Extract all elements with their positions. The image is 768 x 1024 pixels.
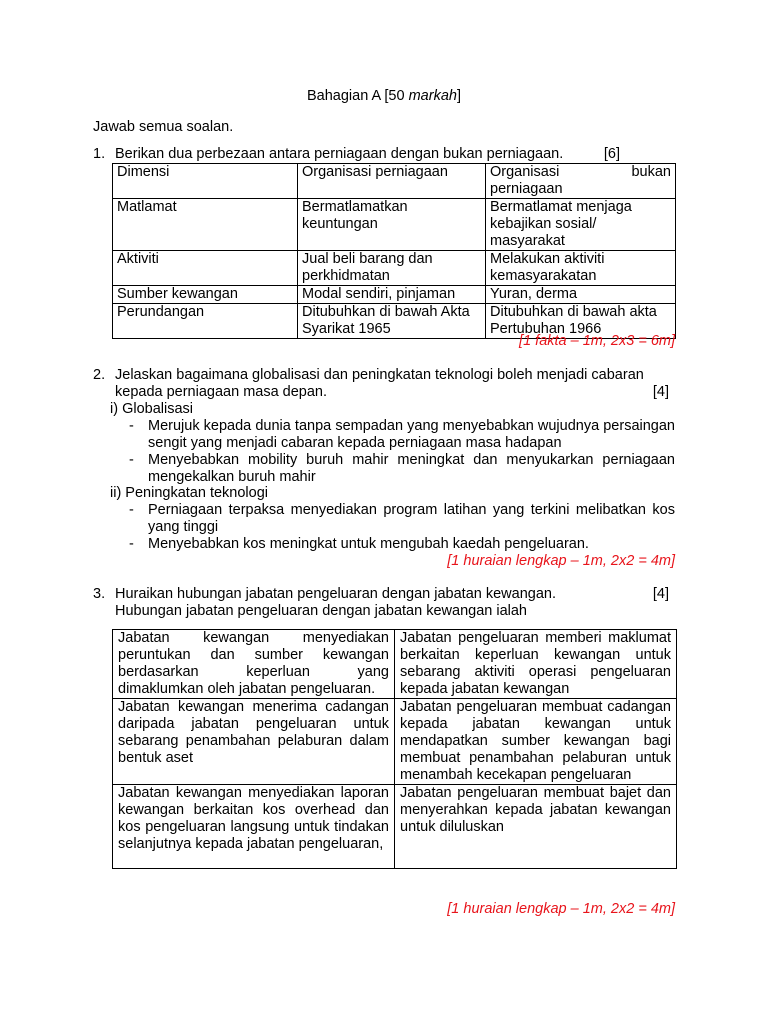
question-text: Jelaskan bagaimana globalisasi dan peningkatan teknologi boleh menjadi cabaran — [115, 367, 644, 383]
table-cell: Jual beli barang dan perkhidmatan — [298, 251, 486, 286]
question-text: Huraikan hubungan jabatan pengeluaran dengan jabatan kewangan. — [115, 586, 557, 602]
table-row — [113, 199, 676, 251]
title-italic: markah — [408, 88, 457, 104]
question-number: 1. — [93, 146, 106, 162]
table-header: Organisasi bukan perniagaan — [486, 164, 676, 199]
mark-scheme: [1 fakta – 1m, 2x3 = 6m] — [519, 333, 675, 349]
table-header-row — [113, 164, 676, 199]
list-item-text: Perniagaan terpaksa menyediakan program latihan yang terkini melibatkan kos yang tinggi — [148, 502, 675, 535]
table-cell: Jabatan pengeluaran membuat bajet dan menyerahkan kepada jabatan kewangan untuk diluluskan — [395, 785, 677, 869]
intro-text: Hubungan jabatan pengeluaran dengan jabatan kewangan ialah — [115, 603, 527, 619]
dash: - — [129, 536, 134, 552]
table-cell: Perundangan — [113, 304, 298, 339]
title-text: Bahagian A [50 — [307, 88, 409, 104]
table-cell: Jabatan pengeluaran membuat cadangan kepada jabatan kewangan untuk mendapatkan sumber kewangan bagi membuat penambahan pelaburan untuk menambah kecekapan pengeluaran — [395, 699, 677, 785]
list-item — [129, 502, 675, 536]
table-cell: Bermatlamatkan keuntungan — [298, 199, 486, 251]
table-row — [113, 251, 676, 286]
question-mark: [4] — [652, 384, 669, 400]
list-item-text: Merujuk kepada dunia tanpa sempadan yang menyebabkan wujudnya persaingan sengit yang menjadi cabaran kepada perniagaan masa hadapan — [148, 418, 675, 451]
comparison-table — [112, 163, 676, 339]
subheading-teknologi: ii) Peningkatan teknologi — [110, 485, 268, 501]
table-cell: Matlamat — [113, 199, 298, 251]
table-cell: Ditubuhkan di bawah Akta Syarikat 1965 — [298, 304, 486, 339]
question-mark: [4] — [652, 586, 669, 602]
table-row — [113, 630, 677, 699]
table-header: Organisasi perniagaan — [298, 164, 486, 199]
list-item — [129, 452, 675, 486]
dash: - — [129, 502, 134, 518]
table-cell: Modal sendiri, pinjaman — [298, 286, 486, 304]
question-text: Berikan dua perbezaan antara perniagaan dengan bukan perniagaan. — [115, 146, 564, 162]
table-cell: Jabatan kewangan menerima cadangan daripada jabatan pengeluaran untuk sebarang penambahan pelaburan dalam bentuk aset — [113, 699, 395, 785]
list-item — [129, 418, 675, 452]
table-header: Dimensi — [113, 164, 298, 199]
mark-scheme: [1 huraian lengkap – 1m, 2x2 = 4m] — [447, 553, 675, 569]
table-cell: Ditubuhkan di bawah akta Pertubuhan 1966 — [486, 304, 676, 339]
table-row — [113, 785, 677, 869]
title-close: ] — [456, 88, 461, 104]
dash: - — [129, 452, 134, 468]
question-number: 3. — [93, 586, 106, 602]
list-item — [129, 536, 675, 553]
page-title — [0, 88, 768, 105]
table-row — [113, 286, 676, 304]
question-mark: [6] — [603, 146, 620, 162]
relationship-table — [112, 629, 677, 869]
mark-scheme: [1 huraian lengkap – 1m, 2x2 = 4m] — [447, 901, 675, 917]
list-item-text: Menyebabkan mobility buruh mahir meningkat dan menyukarkan perniagaan mengekalkan buruh mahir — [148, 452, 675, 485]
table-cell: Sumber kewangan — [113, 286, 298, 304]
table-row — [113, 699, 677, 785]
table-cell: Aktiviti — [113, 251, 298, 286]
subheading-globalisasi: i) Globalisasi — [110, 401, 193, 417]
table-cell: Jabatan pengeluaran memberi maklumat berkaitan keperluan kewangan untuk sebarang aktiviti operasi pengeluaran kepada jabatan kewangan — [395, 630, 677, 699]
question-text: kepada perniagaan masa depan. — [115, 384, 328, 400]
table-cell: Jabatan kewangan menyediakan peruntukan dan sumber kewangan berdasarkan keperluan yang dimaklumkan oleh jabatan pengeluaran. — [113, 630, 395, 699]
list-item-text: Menyebabkan kos meningkat untuk mengubah kaedah pengeluaran. — [148, 536, 589, 552]
table-cell: Jabatan kewangan menyediakan laporan kewangan berkaitan kos overhead dan kos pengeluaran langsung untuk tindakan selanjutnya kepada jabatan pengeluaran, — [113, 785, 395, 869]
question-number: 2. — [93, 367, 106, 383]
table-cell: Bermatlamat menjaga kebajikan sosial/ masyarakat — [486, 199, 676, 251]
dash: - — [129, 418, 134, 434]
table-cell: Yuran, derma — [486, 286, 676, 304]
instruction: Jawab semua soalan. — [93, 119, 234, 135]
table-cell: Melakukan aktiviti kemasyarakatan — [486, 251, 676, 286]
